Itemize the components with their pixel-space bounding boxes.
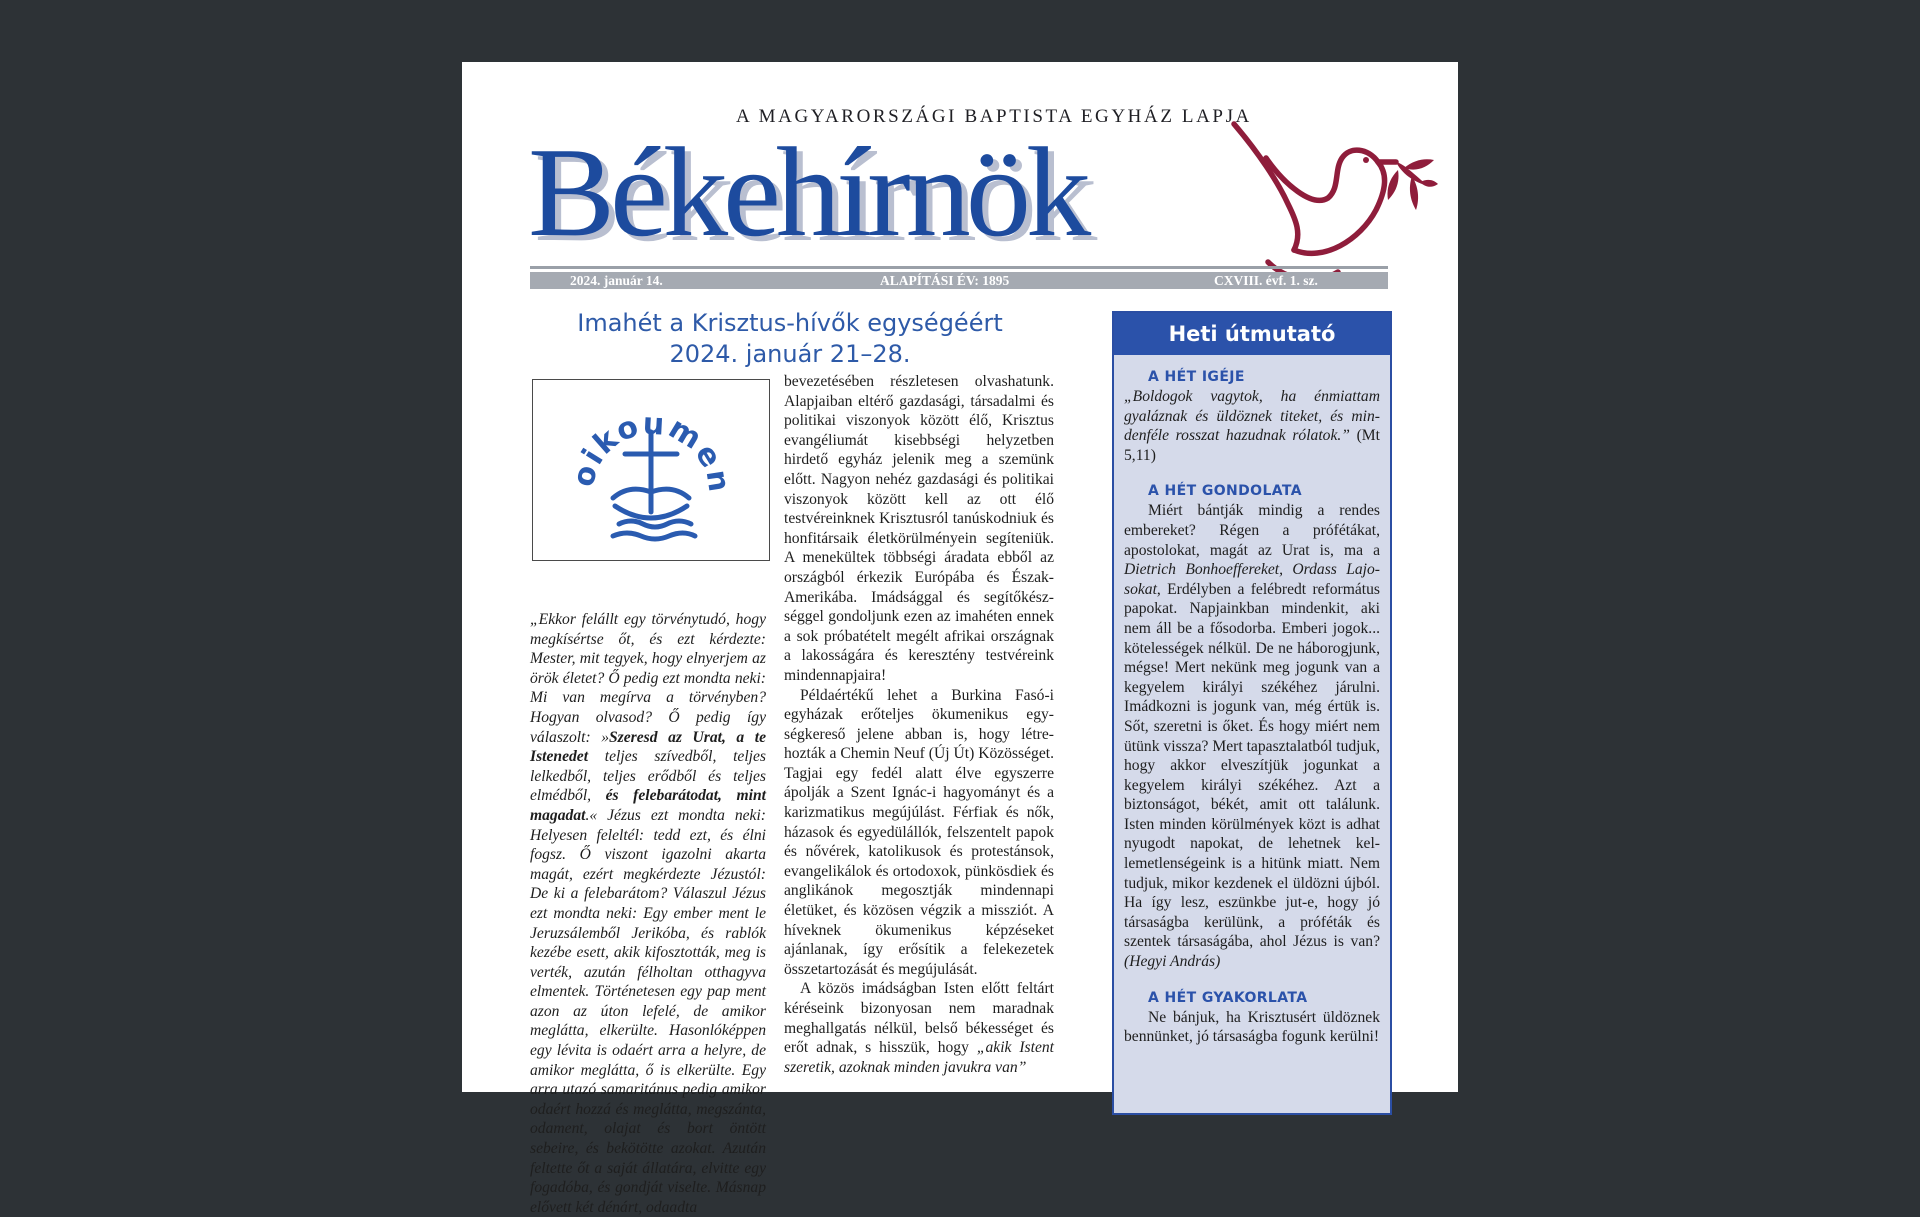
section-heading: A HÉT GONDOLATA bbox=[1148, 483, 1303, 500]
article-body-column bbox=[784, 372, 1054, 1077]
section-heading: A HÉT GYAKORLATA bbox=[1148, 989, 1308, 1006]
svg-text:oikoumene bbox=[533, 380, 737, 496]
oikoumene-logo-text: oikoumen bbox=[565, 406, 737, 496]
article-headline bbox=[530, 308, 1050, 370]
scripture-quote-column bbox=[530, 610, 766, 1217]
founding-year: ALAPÍTÁSI ÉV: 1895 bbox=[880, 273, 1010, 288]
issue-number: CXVIII. évf. 1. sz. bbox=[1214, 273, 1318, 288]
section-heading: A HÉT IGÉJE bbox=[1148, 369, 1245, 385]
weekly-guide-sidebar bbox=[1112, 311, 1392, 1115]
sidebar-section-verse bbox=[1114, 369, 1390, 465]
article-paragraph: bevezetésében részletesen olvashatunk. Alapjaiban eltérő gazdasági, társadalmi és politikai viszonyok között élő, Krisztus evangéliumát kisebbségi helyzetben hirdető egyház jelenik meg a szemünk előtt. Nagyon nehéz gazdasági és politikai viszonyok között kell az ott élő testvéreinknek Krisztusról tanúskodniuk és honfitársaik életkörülményein segíteniük. A menekültek többségi áradata ebből az országból érkezik Európába és Észak-Amerikába. Imádsággal és segítőkészséggel gondoljunk ezen az imahéten ennek a sok próbatételt megélt afrikai országnak a lakosságára és keresztény testvéreink mindennapjaira! bbox=[784, 373, 1054, 684]
dove-with-olive-branch-icon bbox=[1228, 112, 1440, 287]
sidebar-title: Heti útmutató bbox=[1114, 313, 1390, 355]
sidebar-section-thought bbox=[1114, 483, 1390, 971]
headline-line-1: Imahét a Krisztus-hívők egységéért bbox=[577, 309, 1003, 337]
oikoumene-logo-box bbox=[532, 379, 770, 561]
practice-text: Ne bánjuk, ha Krisztusért üldöznek bennünket, jó társaságba fogunk kerülni! bbox=[1124, 1008, 1380, 1046]
oikoumene-boat-cross-icon bbox=[533, 380, 769, 560]
article-paragraph: Példaértékű lehet a Burkina Fasó-i egyházak erőteljes ökumenikus egységkereső jelene abban is, hogy létrehozták a Chemin Neuf (Új Út) Közösséget. Tagjai egy fedél alatt élve egyszerre ápolják a Szent Ignác-i hagyományt és a karizmatikus megújúlást. Férfiak és nők, házasok és egyedülállók, felszentelt papok és nővérek, katolikusok és protestánsok, evangelikálok és ortodoxok, pünkösdiek és anglikánok megosztják mindennapi életüket, és közösen végzik a missziót. A híveknek ökumenikus képzéseket ajánlanak, így erősítik a felekezetek összetartozását és megújulását. bbox=[784, 686, 1054, 978]
masthead-title: Békehírnök bbox=[528, 121, 1087, 263]
masthead-dateline bbox=[530, 272, 1388, 289]
thought-text: Miért bántják mindig a rendes embereket? Régen a prófétákat, apostolokat, magát az Urat is, ma a Dietrich Bonhoeffereket, Ordass Lajosokat, Erdélyben a felébredt református papokat. Napjainkban mindenkit, aki nem áll be a fősodorba. Emberi jogok... kötelességek nélkül. De ne háborogjunk, mégse! Mert nekünk meg jogunk van a kegyelem királyi székéhez járulni. Imádkozni is jogunk van, még értük is. Sőt, szeretni is őket. És hogy miért nem ütünk vissza? Mert tapasztalatból tudjuk, hogy akkor elveszítjük jogunkat a kegyelem királyi székéhez. Azt a biztonságot, békét, amit ott találunk. Isten minden körülmények közt is adhat nyugodt napokat, de lehetnek kellemetlenségeink is a hitünk miatt. Nem tudjuk, mikor kezdenek el üldözni újból. Ha így lesz, eszünkbe jut-e, hogy jó társaságba kerülünk, a próféták és szentek társaságába, ahol Jézus is van? (Hegyi András) bbox=[1124, 502, 1380, 971]
headline-line-2: 2024. január 21–28. bbox=[669, 340, 911, 368]
article-paragraph: A közös imádságban Isten előtt feltárt kéréseink bizonyosan nem maradnak meghallgatás nélkül, belső békességet és erőt adnak, s hisszük, hogy „akik Istent szeretik, azoknak minden javukra van” bbox=[784, 980, 1054, 1076]
newspaper-page bbox=[462, 62, 1458, 1216]
scripture-quote: „Ekkor felállt egy törvénytudó, hogy megkísértse őt, és ezt kérdezte: Mester, mit tegyek, hogy elnyerjem az örök életet? Ő pedig ezt mondta neki: Mi van megírva a törvényben? Hogyan olvasod? Ő pedig így válaszolt: »Szeresd az Urat, a te Istenedet teljes szívedből, teljes lelkedből, teljes erődből és teljes elmédből, és felebarátodat, mint magadat.« Jézus ezt mondta neki: Helyesen feleltél: tedd ezt, és élni fogsz. Ő viszont igazolni akarta magát, ezért megkérdezte Jézustól: De ki a felebarátom? Válaszul Jézus ezt mondta neki: Egy ember ment le Jeruzsálemből Jerikóba, és rablók kezébe esett, akik kifosztották, meg is verték, azután félholtan otthagyva elmentek. Történetesen egy pap ment azon az úton lefelé, de amikor meglátta, elkerülte. Hasonlóképpen egy lévita is odaért arra a helyre, de amikor meglátta, ő is elkerülte. Egy arra utazó samaritánus pedig amikor odaért hozzá és meglátta, megszánta, odament, olajat és bort öntött sebeire, és bekötötte azokat. Azután feltette őt a saját állatára, elvitte egy fogadóba, és gondját viselte. Másnap elővett két dénárt, odaadta bbox=[530, 611, 766, 1216]
issue-date: 2024. január 14. bbox=[570, 273, 663, 288]
verse-text: „Boldogok vagytok, ha énmiattam gyaláznak és üldöznek titeket, és mindenféle rosszat hazudnak rólatok.” (Mt 5,11) bbox=[1124, 388, 1380, 464]
masthead-tagline: A MAGYARORSZÁGI BAPTISTA EGYHÁZ LAPJA bbox=[736, 106, 1252, 127]
masthead-rule bbox=[530, 266, 1388, 269]
sidebar-section-practice bbox=[1114, 990, 1390, 1047]
